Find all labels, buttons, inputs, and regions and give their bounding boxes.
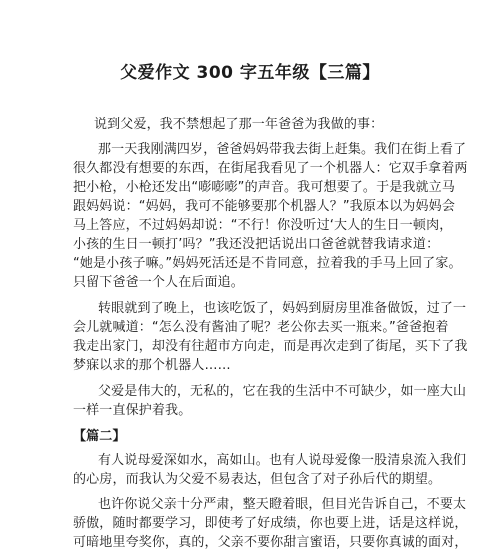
paragraph-line: 梦寐以求的那个机器人……: [73, 358, 231, 373]
paragraph-line: 说到父爱，我不禁想起了那一年爸爸为我做的事：: [94, 117, 384, 132]
paragraph-line: 会儿就喊道：“怎么没有酱油了呢？老公你去买一瓶来。”爸爸抱着: [73, 320, 449, 335]
paragraph-line: 很久都没有想要的东西，在街尾我看见了一个机器人：它双手拿着两: [73, 161, 468, 176]
paragraph-line: 马上答应，不过妈妈却说：“不行！你没听过‘大人的生日一顿肉，: [73, 218, 453, 233]
paragraph-line: 可暗地里夸奖你，真的，父亲不要你甜言蜜语，只要你真诚的面对，: [73, 535, 468, 550]
paragraph-line: 一样一直保护着我。: [73, 403, 192, 418]
paragraph-line: 跟妈妈说：“妈妈，我可不能够要那个机器人？”我原本以为妈妈会: [73, 199, 455, 214]
paragraph-line: 小孩的生日一顿打’吗？”我还没把话说出口爸爸就替我请求道：: [73, 237, 440, 252]
paragraph-line: 有人说母爱深如水，高如山。也有人说母爱像一股清泉流入我们: [98, 453, 467, 468]
paragraph-line: 骄傲，随时都要学习，即使考了好成绩，你也要上进，话是这样说，: [73, 516, 468, 531]
paragraph-line: 只留下爸爸一个人在后面追。: [73, 275, 244, 290]
section-heading: 【篇二】: [73, 429, 126, 444]
document-title: 父爱作文 300 字五年级【三篇】: [120, 63, 380, 83]
paragraph-line: 父爱是伟大的，无私的，它在我的生活中不可缺少，如一座大山: [98, 384, 467, 399]
paragraph-line: 也许你说父亲十分严肃，整天瞪着眼，但目光告诉自己，不要太: [98, 497, 467, 512]
paragraph-line: 转眼就到了晚上，也该吃饭了，妈妈到厨房里准备做饭，过了一: [98, 301, 467, 316]
paragraph-line: 把小枪，小枪还发出“嘭嘭嘭”的声音。我可想要了。于是我就立马: [73, 180, 455, 195]
paragraph-line: “她是小孩子嘛。”妈妈死活还是不肯同意，拉着我的手马上回了家。: [73, 256, 462, 271]
paragraph-line: 的心房，而我认为父爱不易表达，但包含了对子孙后代的期望。: [73, 472, 442, 487]
paragraph-line: 那一天我刚满四岁，爸爸妈妈带我去街上赶集。我们在街上看了: [98, 142, 467, 157]
paragraph-line: 我走出家门，却没有往超市方向走，而是再次走到了街尾，买下了我: [73, 339, 468, 354]
